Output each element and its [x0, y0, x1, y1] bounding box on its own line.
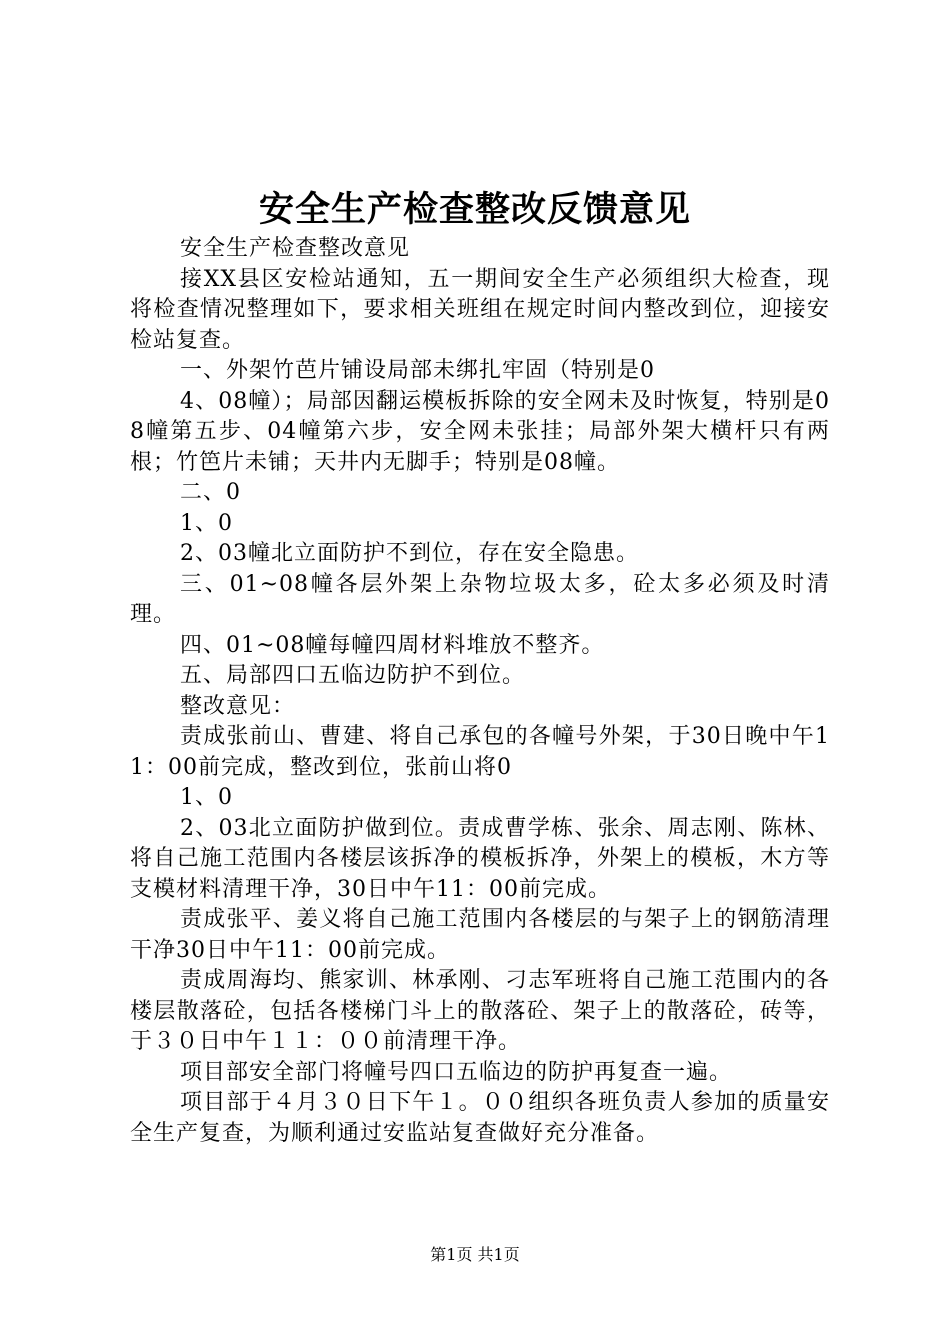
paragraph: 2、03幢北立面防护不到位，存在安全隐患。	[180, 541, 639, 566]
paragraph: 责成张前山、曹建、将自己承包的各幢号外架，于30日晚中午11：00前完成，整改到位，张前山将0	[130, 724, 830, 780]
paragraph: 五、局部四口五临边防护不到位。	[180, 663, 526, 688]
paragraph: 二、0	[180, 480, 241, 505]
paragraph: 安全生产检查整改意见	[180, 236, 411, 261]
paragraph: 项目部于４月３０日下午１。００组织各班负责人参加的质量安全生产复查，为顺利通过安监站复查做好充分准备。	[130, 1090, 830, 1146]
page-number-footer: 第1页 共1页	[430, 1245, 520, 1264]
paragraph: 1、0	[180, 785, 233, 810]
paragraph: 一、外架竹芭片铺设局部未绑扎牢固（特别是0	[180, 358, 655, 383]
paragraph: 1、0	[180, 510, 233, 536]
paragraph: 2、03北立面防护做到位。责成曹学栋、张余、周志刚、陈林、将自己施工范围内各楼层该拆净的模板拆净，外架上的模板，木方等支模材料清理干净，30日中午11：00前完成。	[130, 815, 830, 902]
paragraph: 接XX县区安检站通知，五一期间安全生产必须组织大检查，现将检查情况整理如下，要求相关班组在规定时间内整改到位，迎接安检站复查。	[130, 266, 830, 353]
document-body	[130, 234, 830, 1149]
paragraph: 责成周海均、熊家训、林承刚、刁志军班将自己施工范围内的各楼层散落砼，包括各楼梯门斗上的散落砼、架子上的散落砼，砖等，于３０日中午１１：００前清理干净。	[130, 968, 830, 1054]
paragraph: 四、01~08幢每幢四周材料堆放不整齐。	[180, 632, 605, 658]
paragraph: 整改意见：	[180, 693, 296, 719]
paragraph: 三、01~08幢各层外架上杂物垃圾太多，砼太多必须及时清理。	[130, 571, 830, 627]
paragraph: 责成张平、姜义将自己施工范围内各楼层的与架子上的钢筋清理干净30日中午11：00前完成。	[130, 907, 830, 963]
document-title: 安全生产检查整改反馈意见	[258, 189, 691, 230]
paragraph: 项目部安全部门将幢号四口五临边的防护再复查一遍。	[180, 1059, 733, 1085]
paragraph: 4、08幢）；局部因翻运模板拆除的安全网未及时恢复，特别是08幢第五步、04幢第六步，安全网未张挂；局部外架大横杆只有两根；竹笆片未铺；天井内无脚手；特别是08幢。	[130, 388, 830, 475]
